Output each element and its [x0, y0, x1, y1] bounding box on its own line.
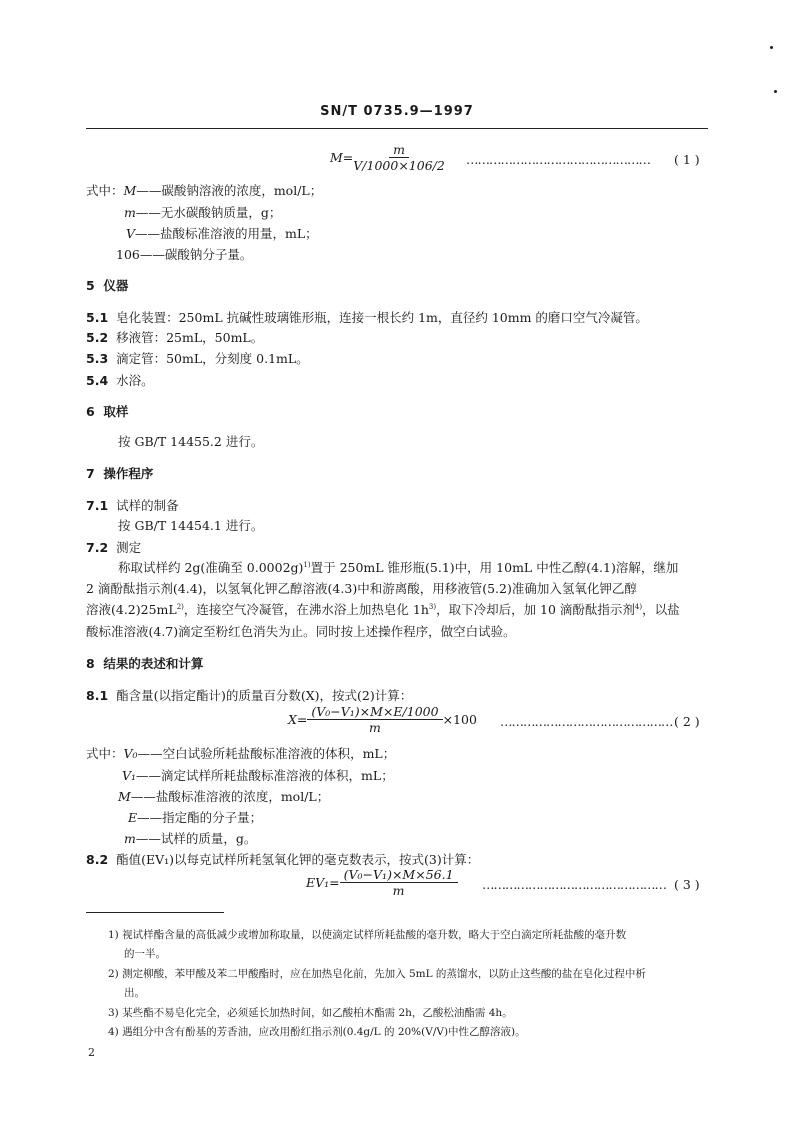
footnote-1-cont: 的一半。 [124, 948, 166, 960]
footnote-2-cont: 出。 [124, 987, 145, 999]
section-7-2-line-2: 2 滴酚酞指示剂(4.4)，以氢氧化钾乙醇溶液(4.3)中和游离酸，用移液管(5.2)准确加入氢氧化钾乙醇 [86, 581, 637, 596]
section-7-2-line-4: 酸标准溶液(4.7)滴定至粉红色消失为止。同时按上述操作程序，做空白试验。 [86, 624, 516, 639]
where2-row: 式中：V₀——空白试验所耗盐酸标准溶液的体积，mL； [86, 746, 396, 761]
eq2-numerator: (V₀−V₁)×M×E/1000 [307, 704, 442, 720]
eq2-fraction [307, 704, 442, 735]
section-8-1: 8.1 酯含量(以指定酯计)的质量百分数(X)，按式(2)计算： [86, 688, 413, 703]
section-7-1-heading: 7.1 试样的制备 [86, 498, 179, 513]
header-rule [86, 128, 708, 129]
equation-3 [306, 867, 458, 898]
footnote-2: 2) 测定柳酸，苯甲酸及苯二甲酸酯时，应在加热皂化前，先加入 5mL 的蒸馏水，以防止这些酸的盐在皂化过程中析 [108, 968, 646, 980]
where1-row: V——盐酸标准溶液的用量，mL； [126, 226, 318, 241]
section-7-2-line-3: 溶液$(4.2)25mL^{2)}$，连接空气冷凝管，在沸水浴上加热皂化 $1h^{3)}$，取下冷却后，加 10 滴酚酞指示剂$^{4)}$，以盐 [86, 602, 680, 617]
eq1-lhs: M= [330, 150, 354, 165]
eq1-denominator: V/1000×106/2 [353, 158, 445, 173]
eq3-numerator: (V₀−V₁)×M×56.1 [340, 867, 458, 883]
eq3-fraction [340, 867, 458, 898]
footnote-1: 1) 视试样酯含量的高低减少或增加称取量，以使滴定试样所耗盐酸的毫升数，略大于空白滴定所耗盐酸的毫升数 [108, 929, 627, 941]
eq1-number: ( 1 ) [674, 152, 700, 167]
section-7-2-line-1: 称取试样约 2g(准确至 0.0002g)$^{1)}$置于 250mL 锥形瓶(5.1)中，用 10mL 中性乙醇(4.1)溶解，继加 [118, 560, 679, 575]
eq3-number: ( 3 ) [674, 877, 700, 892]
eq1-leader: ………………………………………… [466, 152, 650, 167]
equation-1 [330, 142, 445, 173]
section-5-3: 5.3 滴定管：50mL，分刻度 0.1mL。 [86, 351, 309, 366]
section-8-heading: 8 结果的表述和计算 [86, 656, 204, 671]
eq2-rhs: ×100 [442, 712, 477, 727]
page-number: 2 [88, 1046, 95, 1059]
where2-row: E——指定酯的分子量； [128, 810, 263, 825]
eq2-denominator: m [369, 720, 381, 735]
document-header: SN/T 0735.9—1997 [320, 104, 474, 119]
section-5-4: 5.4 水浴。 [86, 373, 154, 388]
section-7-heading: 7 操作程序 [86, 466, 154, 481]
where2-row: m——试样的质量，g。 [124, 831, 257, 846]
eq3-leader: ………………………………………… [482, 877, 666, 892]
eq3-lhs: EV₁= [306, 875, 340, 890]
where1-row: 式中：M——碳酸钠溶液的浓度，mol/L； [86, 183, 323, 198]
eq1-fraction [353, 142, 445, 173]
section-7-1-text: 按 GB/T 14454.1 进行。 [118, 518, 264, 533]
footnote-4: 4) 遇组分中含有酚基的芳香油，应改用酚红指示剂(0.4g/L 的 20%(V/V)中性乙醇溶液)。 [108, 1026, 526, 1038]
eq2-lhs: X= [288, 712, 308, 727]
where2-row: V₁——滴定试样所耗盐酸标准溶液的体积，mL； [122, 768, 394, 783]
where1-row: m——无水碳酸钠质量，g； [124, 205, 282, 220]
section-6-text: 按 GB/T 14455.2 进行。 [118, 434, 264, 449]
section-5-2: 5.2 移液管：25mL，50mL。 [86, 330, 264, 345]
footnote-3: 3) 某些酯不易皂化完全，必须延长加热时间，如乙酸柏木酯需 2h，乙酸松油酯需 4h。 [108, 1007, 513, 1019]
section-5-1: 5.1 皂化装置：250mL 抗碱性玻璃锥形瓶，连接一根长约 1m，直径约 10mm 的磨口空气冷凝管。 [86, 310, 648, 325]
where2-row: M——盐酸标准溶液的浓度，mol/L； [118, 789, 330, 804]
eq2-number: ( 2 ) [674, 714, 700, 729]
where1-row: 106——碳酸钠分子量。 [116, 247, 253, 262]
equation-2 [288, 704, 477, 735]
footnote-rule [86, 912, 224, 913]
section-6-heading: 6 取样 [86, 404, 129, 419]
scan-speck [770, 46, 773, 49]
scan-speck [774, 90, 777, 93]
eq3-denominator: m [392, 883, 405, 898]
eq2-leader: ……………………………………… [500, 714, 673, 729]
section-8-2: 8.2 酯值(EV₁)以每克试样所耗氢氧化钾的毫克数表示，按式(3)计算： [86, 852, 480, 867]
eq1-numerator: m [389, 142, 409, 158]
section-5-heading: 5 仪器 [86, 278, 129, 293]
section-7-2-heading: 7.2 测定 [86, 540, 142, 555]
